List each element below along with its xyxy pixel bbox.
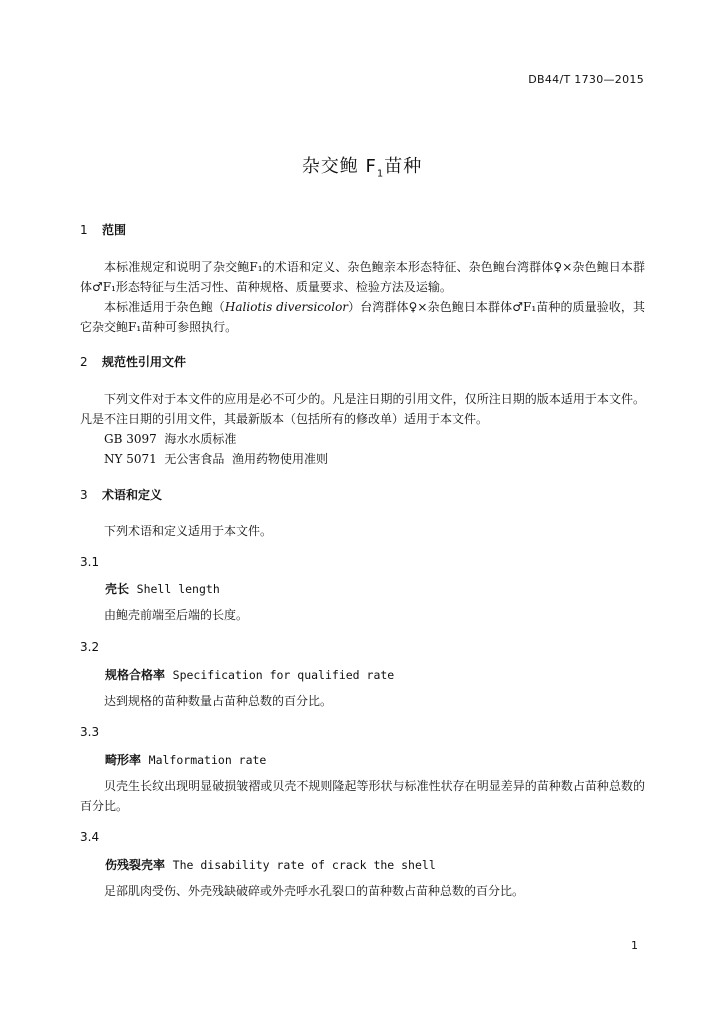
term-chinese: 伤残裂壳率 (105, 858, 166, 872)
title-main: 杂交鲍 F (301, 156, 377, 177)
section-title: 规范性引用文件 (102, 355, 187, 369)
term-english: Specification for qualified rate (172, 668, 395, 682)
section-3-heading (80, 486, 162, 503)
term-entry (105, 580, 220, 597)
clause-number: 3.4 (80, 830, 100, 844)
term-chinese: 壳长 (105, 582, 130, 596)
section-2-paragraph: 下列文件对于本文件的应用是必不可少的。凡是注日期的引用文件，仅所注日期的版本适用于本文件。凡是不注日期的引用文件，其最新版本（包括所有的修改单）适用于本文件。 (80, 392, 645, 426)
term-chinese: 规格合格率 (105, 668, 166, 682)
term-definition: 由鲍壳前端至后端的长度。 (104, 608, 249, 622)
document-title (0, 152, 724, 180)
section-number: 2 (80, 355, 88, 369)
section-title: 术语和定义 (102, 488, 163, 502)
section-2-heading (80, 353, 186, 370)
section-number: 1 (80, 223, 88, 237)
page-number: 1 (631, 939, 638, 952)
clause-number: 3.2 (80, 640, 100, 654)
reference-item: GB 3097 海水水质标准 (104, 432, 237, 446)
title-subscript: 1 (376, 168, 385, 180)
clause-number: 3.3 (80, 725, 100, 739)
term-english: Malformation rate (148, 753, 267, 767)
term-definition: 贝壳生长纹出现明显破损皱褶或贝壳不规则隆起等形状与标准性状存在明显差异的苗种数占苗种总数的百分比。 (80, 779, 645, 813)
section-number: 3 (80, 488, 88, 502)
term-definition: 足部肌肉受伤、外壳残缺破碎或外壳呼水孔裂口的苗种数占苗种总数的百分比。 (104, 884, 525, 898)
para-text: 本标准适用于杂色鲍（ (104, 300, 225, 314)
section-1-heading (80, 221, 126, 238)
term-entry (105, 751, 266, 768)
document-code: DB44/T 1730—2015 (528, 73, 644, 86)
term-english: Shell length (136, 582, 220, 596)
term-english: The disability rate of crack the shell (172, 858, 436, 872)
term-chinese: 畸形率 (105, 753, 142, 767)
section-title: 范围 (102, 223, 127, 237)
section-1-paragraph-1: 本标准规定和说明了杂交鲍F₁的术语和定义、杂色鲍亲本形态特征、杂色鲍台湾群体♀×杂色鲍日本群体♂F₁形态特征与生活习性、苗种规格、质量要求、检验方法及运输。 (80, 260, 645, 294)
term-entry (105, 856, 436, 873)
section-3-intro: 下列术语和定义适用于本文件。 (104, 524, 273, 538)
term-entry (105, 666, 394, 683)
title-tail: 苗种 (384, 156, 423, 177)
species-name: Haliotis diversicolor (224, 300, 349, 314)
section-1-paragraph-2 (80, 297, 645, 337)
para-text: ）台湾群体♀×杂色鲍日本群体♂F₁苗种的质量验收，其它杂交鲍F₁苗种可参照执行。 (80, 300, 645, 334)
reference-item: NY 5071 无公害食品 渔用药物使用准则 (104, 452, 329, 466)
term-definition: 达到规格的苗种数量占苗种总数的百分比。 (104, 694, 333, 708)
clause-number: 3.1 (80, 555, 100, 569)
